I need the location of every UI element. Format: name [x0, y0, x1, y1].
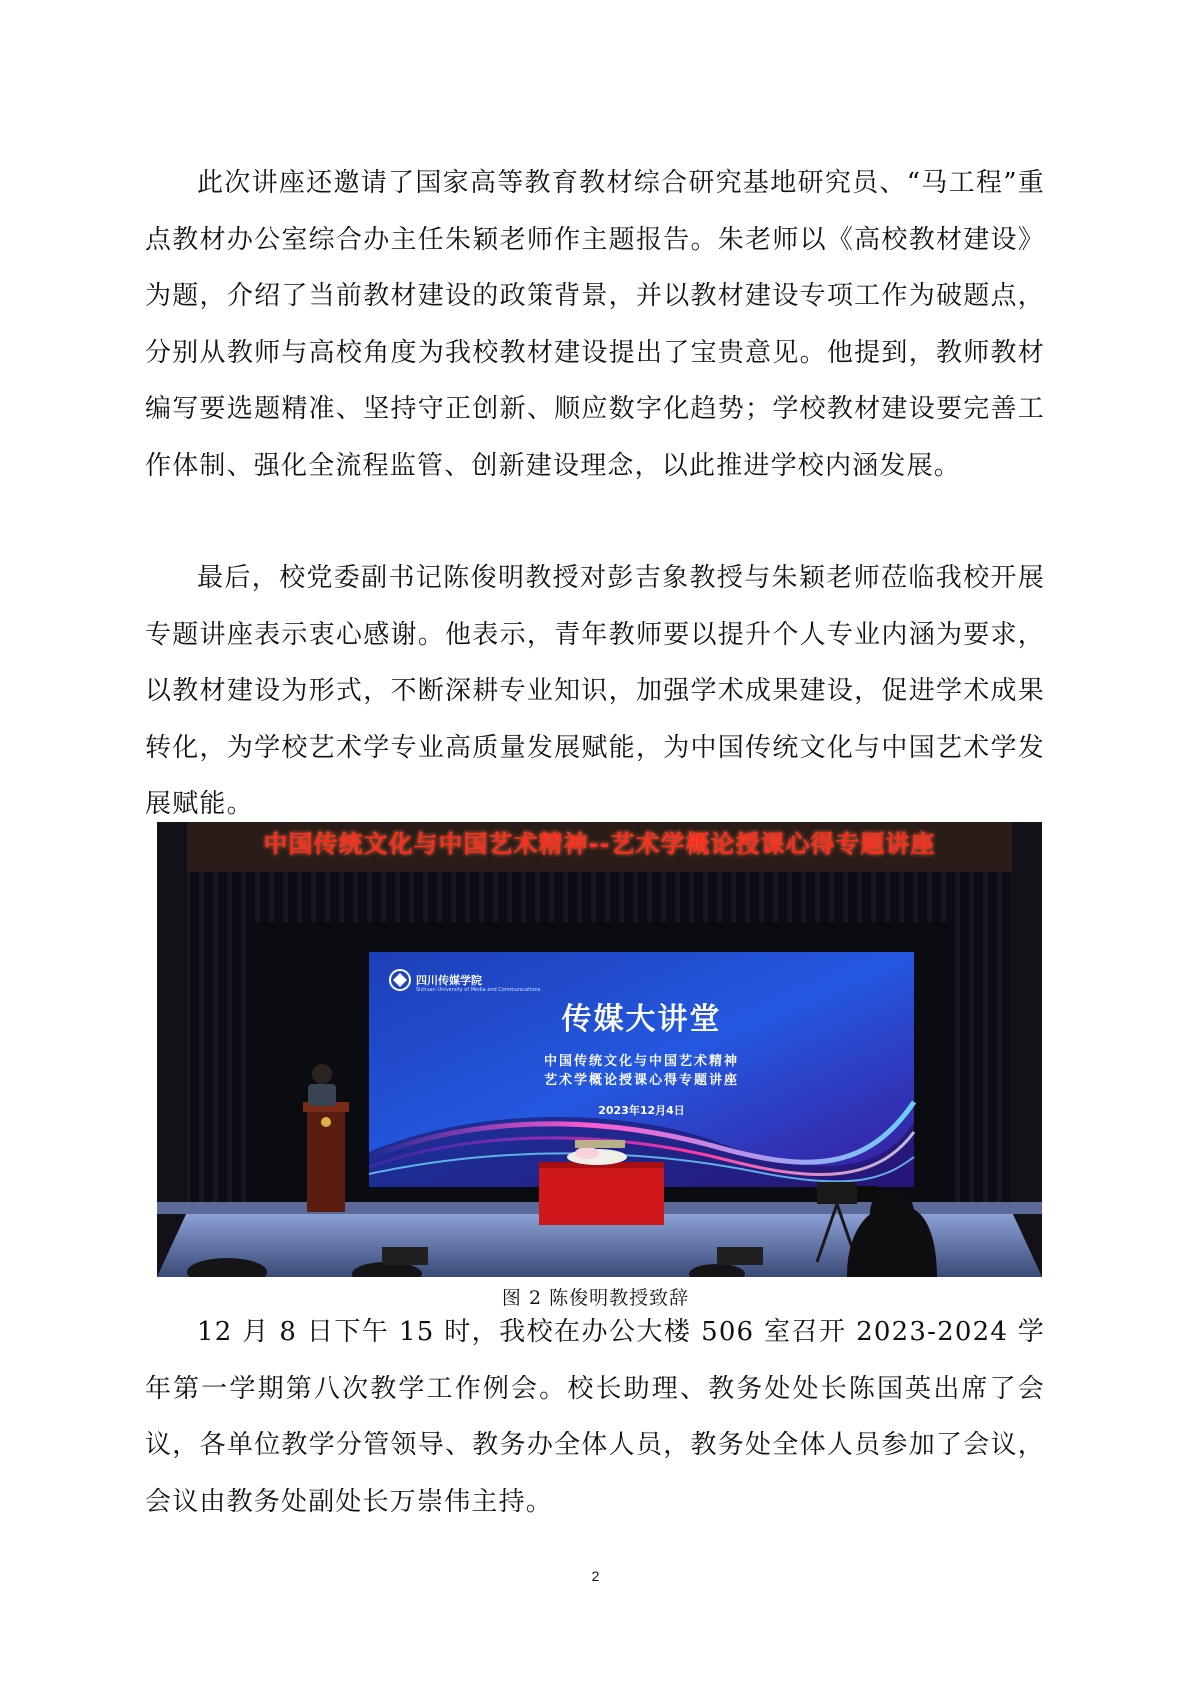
event-photo: [157, 822, 1042, 1277]
paragraph-closing-remarks: 最后，校党委副书记陈俊明教授对彭吉象教授与朱颖老师莅临我校开展专题讲座表示衷心感谢。他表示，青年教师要以提升个人专业内涵为要求，以教材建设为形式，不断深耕专业知识，加强学术成果建设，促进学术成果转化，为学校艺术学专业高质量发展赋能，为中国传统文化与中国艺术学发展赋能。: [145, 563, 1045, 819]
school-name-en: Sichuan University of Media and Communications: [416, 987, 541, 993]
screen-date: 2023年12月4日: [598, 1104, 685, 1117]
school-name: 四川传媒学院: [416, 974, 482, 987]
screen-line1: 中国传统文化与中国艺术精神: [543, 1054, 739, 1069]
page-number: 2: [591, 1568, 600, 1584]
paragraph-teaching-meeting: 12 月 8 日下午 15 时，我校在办公大楼 506 室召开 2023-2024 学年第一学期第八次教学工作例会。校长助理、教务处处长陈国英出席了会议，各单位教学分管领导、教务办全体人员，教务处全体人员参加了会议，会议由教务处副处长万崇伟主持。: [145, 1317, 1045, 1517]
paragraph-lecture-report: 此次讲座还邀请了国家高等教育教材综合研究基地研究员、“马工程”重点教材办公室综合办主任朱颖老师作主题报告。朱老师以《高校教材建设》为题，介绍了当前教材建设的政策背景，并以教材建设专项工作为破题点，分别从教师与高校角度为我校教材建设提出了宝贵意见。他提到，教师教材编写要选题精准、坚持守正创新、顺应数字化趋势；学校教材建设要完善工作体制、强化全流程监管、创新建设理念，以此推进学校内涵发展。: [145, 168, 1045, 481]
screen-title: 传媒大讲堂: [561, 1002, 722, 1037]
speaker-figure: [312, 1064, 332, 1084]
figure-caption: 图 2 陈俊明教授致辞: [501, 1287, 690, 1309]
banner-text: 中国传统文化与中国艺术精神--艺术学概论授课心得专题讲座: [263, 830, 936, 858]
red-table: [539, 1165, 664, 1225]
screen-line2: 艺术学概论授课心得专题讲座: [543, 1073, 739, 1088]
camera: [817, 1182, 857, 1204]
